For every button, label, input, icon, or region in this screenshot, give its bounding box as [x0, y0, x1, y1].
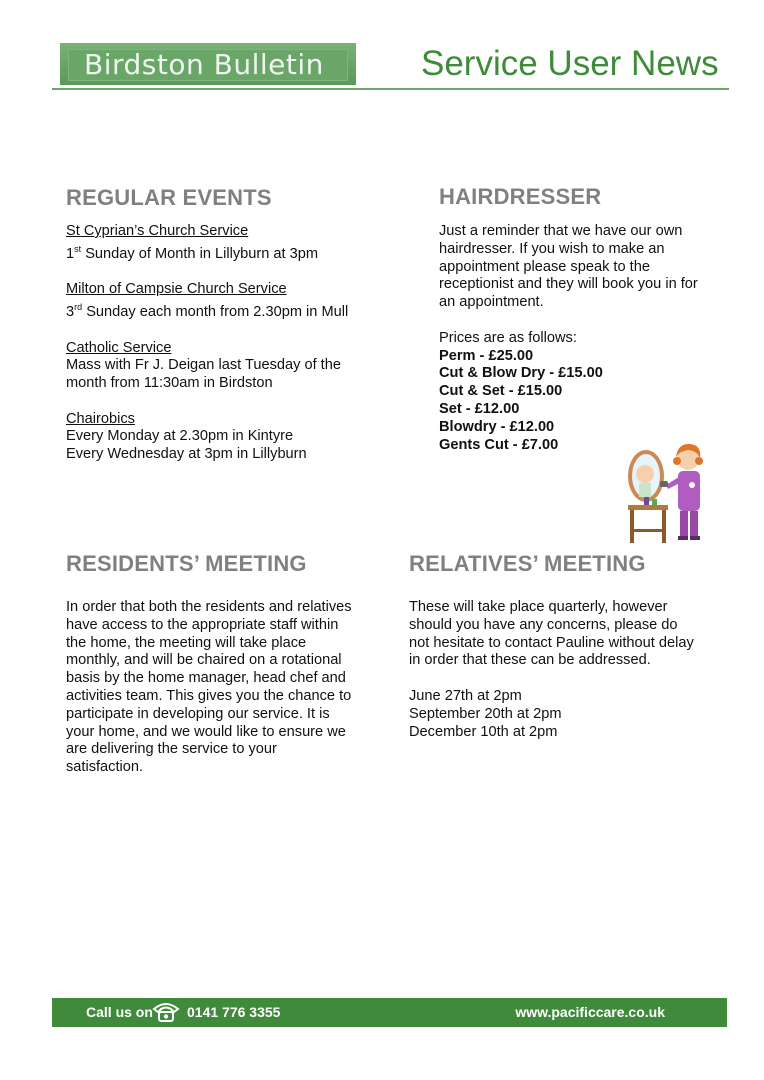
price-item: Perm - £25.00: [439, 347, 534, 364]
prices-label: Prices are as follows:: [439, 329, 577, 346]
regular-events-section: [66, 223, 396, 464]
residents-text: have access to the appropriate staff within: [66, 616, 339, 633]
event-detail: Every Monday at 2.30pm in Kintyre: [66, 428, 294, 445]
residents-text: In order that both the residents and relatives: [66, 599, 352, 615]
hairdresser-section: [439, 223, 739, 454]
page-title: Service User News: [421, 44, 719, 83]
event-detail: Mass with Fr J. Deigan last Tuesday of the: [66, 357, 341, 374]
residents-text: your home, and we would like to ensure we: [66, 723, 346, 740]
telephone-icon: [152, 1001, 180, 1028]
price-item: Cut & Set - £15.00: [439, 383, 563, 400]
relatives-text: should you have any concerns, please do: [409, 616, 678, 633]
call-label: Call us on: [86, 1004, 153, 1020]
residents-text: monthly, and will be chaired on a rotational: [66, 652, 342, 669]
residents-text: satisfaction.: [66, 759, 144, 776]
residents-meeting-heading: RESIDENTS’ MEETING: [66, 551, 307, 576]
relatives-meeting-heading: RELATIVES’ MEETING: [409, 551, 646, 576]
residents-text: participate in developing our service. It is: [66, 705, 330, 722]
meeting-date: June 27th at 2pm: [409, 687, 522, 704]
hairdresser-heading: HAIRDRESSER: [439, 184, 602, 209]
hairdresser-text: hairdresser. If you wish to make an: [439, 240, 665, 257]
meeting-date: December 10th at 2pm: [409, 723, 558, 740]
relatives-meeting-section: [409, 599, 729, 741]
residents-text: are delivering the service to your: [66, 741, 277, 758]
price-item: Cut & Blow Dry - £15.00: [439, 365, 603, 382]
hairdresser-text: receptionist and they will book you in for: [439, 276, 698, 293]
footer-bar: [52, 998, 727, 1027]
residents-meeting-section: [66, 599, 386, 777]
event-title: St Cyprian’s Church Service: [66, 223, 249, 239]
hairdresser-text: Just a reminder that we have our own: [439, 223, 683, 239]
event-title: Catholic Service: [66, 339, 172, 356]
price-item: Blowdry - £12.00: [439, 418, 555, 435]
event-detail: month from 11:30am in Birdston: [66, 375, 273, 392]
relatives-text: not hesitate to contact Pauline without delay: [409, 634, 694, 651]
hairdresser-illustration: [622, 441, 714, 545]
brand-name: Birdston Bulletin: [84, 48, 324, 81]
event-detail: 3rd Sunday each month from 2.30pm in Mull: [66, 302, 349, 320]
event-title: Chairobics: [66, 410, 135, 427]
relatives-text: These will take place quarterly, however: [409, 599, 668, 615]
residents-text: the home, the meeting will take place: [66, 634, 307, 651]
price-item: Set - £12.00: [439, 400, 520, 417]
meeting-date: September 20th at 2pm: [409, 705, 562, 722]
website-link[interactable]: www.pacificcare.co.uk: [515, 1004, 665, 1020]
header-divider: [52, 88, 729, 90]
price-item: Gents Cut - £7.00: [439, 436, 559, 453]
hairdresser-text: appointment please speak to the: [439, 258, 650, 275]
event-detail: 1st Sunday of Month in Lillyburn at 3pm: [66, 243, 319, 262]
event-detail: Every Wednesday at 3pm in Lillyburn: [66, 446, 307, 463]
regular-events-heading: REGULAR EVENTS: [66, 185, 272, 210]
event-title: Milton of Campsie Church Service: [66, 281, 287, 298]
hairdresser-text: an appointment.: [439, 294, 544, 311]
phone-number[interactable]: 0141 776 3355: [187, 1004, 281, 1020]
relatives-text: in order that these can be addressed.: [409, 652, 651, 669]
residents-text: basis by the home manager, head chef and: [66, 670, 346, 687]
residents-text: activities team. This gives you the chance to: [66, 687, 352, 704]
